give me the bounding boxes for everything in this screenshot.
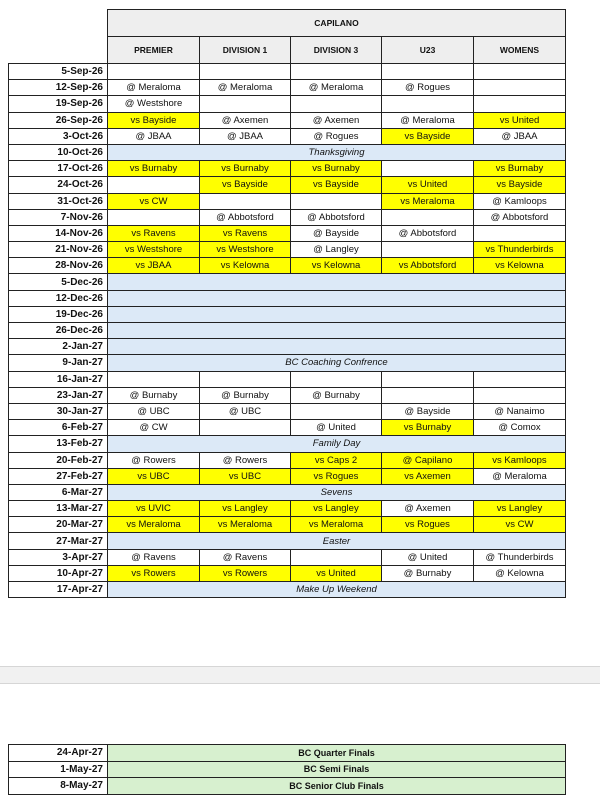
match-cell: vs Abbotsford <box>382 258 474 274</box>
bye-week-cell: Make Up Weekend <box>108 582 566 598</box>
row-date: 10-Apr-27 <box>9 565 108 581</box>
schedule-row <box>9 64 566 80</box>
finals-date: 8-May-27 <box>9 778 108 795</box>
schedule-row <box>9 161 566 177</box>
match-cell: @ Burnaby <box>200 387 291 403</box>
schedule-row <box>9 501 566 517</box>
column-header-division-3: DIVISION 3 <box>291 37 382 64</box>
match-cell <box>200 193 291 209</box>
row-date: 28-Nov-26 <box>9 258 108 274</box>
finals-row <box>9 745 566 762</box>
match-cell <box>200 96 291 112</box>
schedule-row <box>9 128 566 144</box>
match-cell: vs UBC <box>200 468 291 484</box>
match-cell: vs Kamloops <box>474 452 566 468</box>
match-cell: vs Langley <box>200 501 291 517</box>
match-cell <box>474 96 566 112</box>
bye-week-cell: Family Day <box>108 436 566 452</box>
column-header-division-1: DIVISION 1 <box>200 37 291 64</box>
schedule-row <box>9 339 566 355</box>
match-cell: vs Axemen <box>382 468 474 484</box>
column-header-womens: WOMENS <box>474 37 566 64</box>
match-cell: @ Bayside <box>382 403 474 419</box>
schedule-row <box>9 484 566 500</box>
match-cell <box>474 371 566 387</box>
match-cell: vs Caps 2 <box>291 452 382 468</box>
match-cell: @ Kelowna <box>474 565 566 581</box>
match-cell: @ Meraloma <box>108 80 200 96</box>
schedule-row <box>9 242 566 258</box>
match-cell: @ Ravens <box>108 549 200 565</box>
match-cell <box>291 193 382 209</box>
row-date: 30-Jan-27 <box>9 403 108 419</box>
bye-week-cell <box>108 339 566 355</box>
match-cell <box>382 242 474 258</box>
corner-cell <box>9 37 108 64</box>
match-cell <box>474 64 566 80</box>
match-cell: @ Abbotsford <box>474 209 566 225</box>
match-cell <box>382 96 474 112</box>
match-cell <box>200 64 291 80</box>
row-date: 17-Apr-27 <box>9 582 108 598</box>
schedule-row <box>9 144 566 160</box>
match-cell: @ Comox <box>474 420 566 436</box>
match-cell: vs Rogues <box>382 517 474 533</box>
match-cell: vs Meraloma <box>200 517 291 533</box>
match-cell: vs Kelowna <box>200 258 291 274</box>
match-cell: vs Rowers <box>200 565 291 581</box>
match-cell <box>291 64 382 80</box>
match-cell: vs Bayside <box>108 112 200 128</box>
match-cell: vs Kelowna <box>291 258 382 274</box>
row-date: 6-Mar-27 <box>9 484 108 500</box>
row-date: 26-Dec-26 <box>9 323 108 339</box>
schedule-row <box>9 306 566 322</box>
schedule-row <box>9 258 566 274</box>
match-cell: @ Capilano <box>382 452 474 468</box>
match-cell: @ Abbotsford <box>382 225 474 241</box>
row-date: 27-Feb-27 <box>9 468 108 484</box>
schedule-table <box>8 9 566 598</box>
row-date: 9-Jan-27 <box>9 355 108 371</box>
match-cell: vs Burnaby <box>382 420 474 436</box>
schedule-row <box>9 177 566 193</box>
bye-week-cell: Thanksgiving <box>108 144 566 160</box>
match-cell: vs Rogues <box>291 468 382 484</box>
row-date: 27-Mar-27 <box>9 533 108 549</box>
row-date: 5-Sep-26 <box>9 64 108 80</box>
row-date: 26-Sep-26 <box>9 112 108 128</box>
match-cell: @ Rogues <box>382 80 474 96</box>
match-cell: @ Meraloma <box>382 112 474 128</box>
row-date: 3-Oct-26 <box>9 128 108 144</box>
match-cell: @ United <box>382 549 474 565</box>
match-cell: vs Rowers <box>108 565 200 581</box>
match-cell <box>382 64 474 80</box>
match-cell: vs Bayside <box>291 177 382 193</box>
match-cell <box>291 403 382 419</box>
row-date: 24-Oct-26 <box>9 177 108 193</box>
match-cell: vs Ravens <box>108 225 200 241</box>
match-cell: vs Burnaby <box>474 161 566 177</box>
row-date: 10-Oct-26 <box>9 144 108 160</box>
match-cell <box>382 371 474 387</box>
match-cell: vs Bayside <box>474 177 566 193</box>
schedule-row <box>9 96 566 112</box>
row-date: 13-Feb-27 <box>9 436 108 452</box>
match-cell: vs United <box>382 177 474 193</box>
match-cell: vs Burnaby <box>200 161 291 177</box>
match-cell: vs Burnaby <box>108 161 200 177</box>
row-date: 20-Mar-27 <box>9 517 108 533</box>
match-cell: @ Thunderbirds <box>474 549 566 565</box>
match-cell: vs Thunderbirds <box>474 242 566 258</box>
match-cell: vs Meraloma <box>382 193 474 209</box>
schedule-row <box>9 274 566 290</box>
match-cell: @ Nanaimo <box>474 403 566 419</box>
column-header-premier: PREMIER <box>108 37 200 64</box>
match-cell <box>200 420 291 436</box>
match-cell: @ Meraloma <box>291 80 382 96</box>
match-cell <box>382 387 474 403</box>
match-cell: @ Westshore <box>108 96 200 112</box>
match-cell: vs UBC <box>108 468 200 484</box>
match-cell: vs Langley <box>474 501 566 517</box>
schedule-row <box>9 371 566 387</box>
bye-week-cell <box>108 290 566 306</box>
finals-label: BC Quarter Finals <box>108 745 566 762</box>
bye-week-cell: Sevens <box>108 484 566 500</box>
match-cell: @ Burnaby <box>291 387 382 403</box>
row-date: 21-Nov-26 <box>9 242 108 258</box>
match-cell: @ United <box>291 420 382 436</box>
row-date: 17-Oct-26 <box>9 161 108 177</box>
schedule-row <box>9 436 566 452</box>
match-cell: vs CW <box>474 517 566 533</box>
finals-date: 24-Apr-27 <box>9 745 108 762</box>
match-cell: vs United <box>474 112 566 128</box>
match-cell <box>108 64 200 80</box>
match-cell: @ JBAA <box>108 128 200 144</box>
match-cell: @ Axemen <box>291 112 382 128</box>
match-cell: vs Ravens <box>200 225 291 241</box>
match-cell: @ Axemen <box>382 501 474 517</box>
match-cell <box>474 225 566 241</box>
row-date: 3-Apr-27 <box>9 549 108 565</box>
match-cell: vs JBAA <box>108 258 200 274</box>
schedule-row <box>9 582 566 598</box>
match-cell: @ JBAA <box>200 128 291 144</box>
schedule-row <box>9 225 566 241</box>
match-cell: vs Meraloma <box>108 517 200 533</box>
column-header-u23: U23 <box>382 37 474 64</box>
match-cell: @ Kamloops <box>474 193 566 209</box>
match-cell: @ Burnaby <box>108 387 200 403</box>
match-cell: @ Meraloma <box>474 468 566 484</box>
match-cell <box>291 96 382 112</box>
bye-week-cell <box>108 274 566 290</box>
finals-label: BC Senior Club Finals <box>108 778 566 795</box>
row-date: 7-Nov-26 <box>9 209 108 225</box>
match-cell: @ Meraloma <box>200 80 291 96</box>
schedule-row <box>9 80 566 96</box>
finals-row <box>9 778 566 795</box>
schedule-row <box>9 403 566 419</box>
row-date: 5-Dec-26 <box>9 274 108 290</box>
match-cell: @ Rowers <box>200 452 291 468</box>
row-date: 6-Feb-27 <box>9 420 108 436</box>
match-cell: @ Langley <box>291 242 382 258</box>
match-cell: @ UBC <box>200 403 291 419</box>
match-cell: vs Westshore <box>200 242 291 258</box>
bye-week-cell: Easter <box>108 533 566 549</box>
match-cell: vs Langley <box>291 501 382 517</box>
match-cell: vs Meraloma <box>291 517 382 533</box>
match-cell <box>200 371 291 387</box>
schedule-row <box>9 387 566 403</box>
schedule-row <box>9 290 566 306</box>
finals-row <box>9 761 566 778</box>
match-cell: vs Bayside <box>382 128 474 144</box>
match-cell <box>382 209 474 225</box>
bye-week-cell: BC Coaching Confrence <box>108 355 566 371</box>
schedule-row <box>9 549 566 565</box>
match-cell <box>382 161 474 177</box>
row-date: 14-Nov-26 <box>9 225 108 241</box>
schedule-row <box>9 533 566 549</box>
bye-week-cell <box>108 323 566 339</box>
schedule-row <box>9 452 566 468</box>
schedule-row <box>9 468 566 484</box>
match-cell: vs Westshore <box>108 242 200 258</box>
row-date: 19-Sep-26 <box>9 96 108 112</box>
match-cell: vs CW <box>108 193 200 209</box>
match-cell: @ Burnaby <box>382 565 474 581</box>
match-cell <box>474 80 566 96</box>
row-date: 12-Sep-26 <box>9 80 108 96</box>
match-cell: @ Axemen <box>200 112 291 128</box>
match-cell: vs United <box>291 565 382 581</box>
row-date: 2-Jan-27 <box>9 339 108 355</box>
schedule-row <box>9 420 566 436</box>
schedule-row <box>9 209 566 225</box>
corner-cell <box>9 10 108 37</box>
row-date: 13-Mar-27 <box>9 501 108 517</box>
match-cell: vs Bayside <box>200 177 291 193</box>
match-cell: @ Abbotsford <box>291 209 382 225</box>
bye-week-cell <box>108 306 566 322</box>
match-cell: @ Rowers <box>108 452 200 468</box>
row-date: 16-Jan-27 <box>9 371 108 387</box>
finals-label: BC Semi Finals <box>108 761 566 778</box>
schedule-row <box>9 355 566 371</box>
match-cell <box>108 177 200 193</box>
row-date: 12-Dec-26 <box>9 290 108 306</box>
row-date: 23-Jan-27 <box>9 387 108 403</box>
match-cell: @ CW <box>108 420 200 436</box>
schedule-row <box>9 323 566 339</box>
row-date: 31-Oct-26 <box>9 193 108 209</box>
row-date: 19-Dec-26 <box>9 306 108 322</box>
match-cell <box>108 371 200 387</box>
match-cell: @ Rogues <box>291 128 382 144</box>
finals-table <box>8 744 566 795</box>
match-cell: @ UBC <box>108 403 200 419</box>
schedule-row <box>9 112 566 128</box>
match-cell: vs UVIC <box>108 501 200 517</box>
match-cell: vs Burnaby <box>291 161 382 177</box>
match-cell <box>474 387 566 403</box>
row-date: 20-Feb-27 <box>9 452 108 468</box>
match-cell: @ Ravens <box>200 549 291 565</box>
match-cell: vs Kelowna <box>474 258 566 274</box>
match-cell <box>291 371 382 387</box>
match-cell <box>108 209 200 225</box>
schedule-row <box>9 193 566 209</box>
match-cell <box>291 549 382 565</box>
schedule-row <box>9 517 566 533</box>
match-cell: @ Bayside <box>291 225 382 241</box>
schedule-row <box>9 565 566 581</box>
team-name-header: CAPILANO <box>108 10 566 37</box>
match-cell: @ Abbotsford <box>200 209 291 225</box>
finals-date: 1-May-27 <box>9 761 108 778</box>
page-break-divider <box>0 666 600 684</box>
match-cell: @ JBAA <box>474 128 566 144</box>
